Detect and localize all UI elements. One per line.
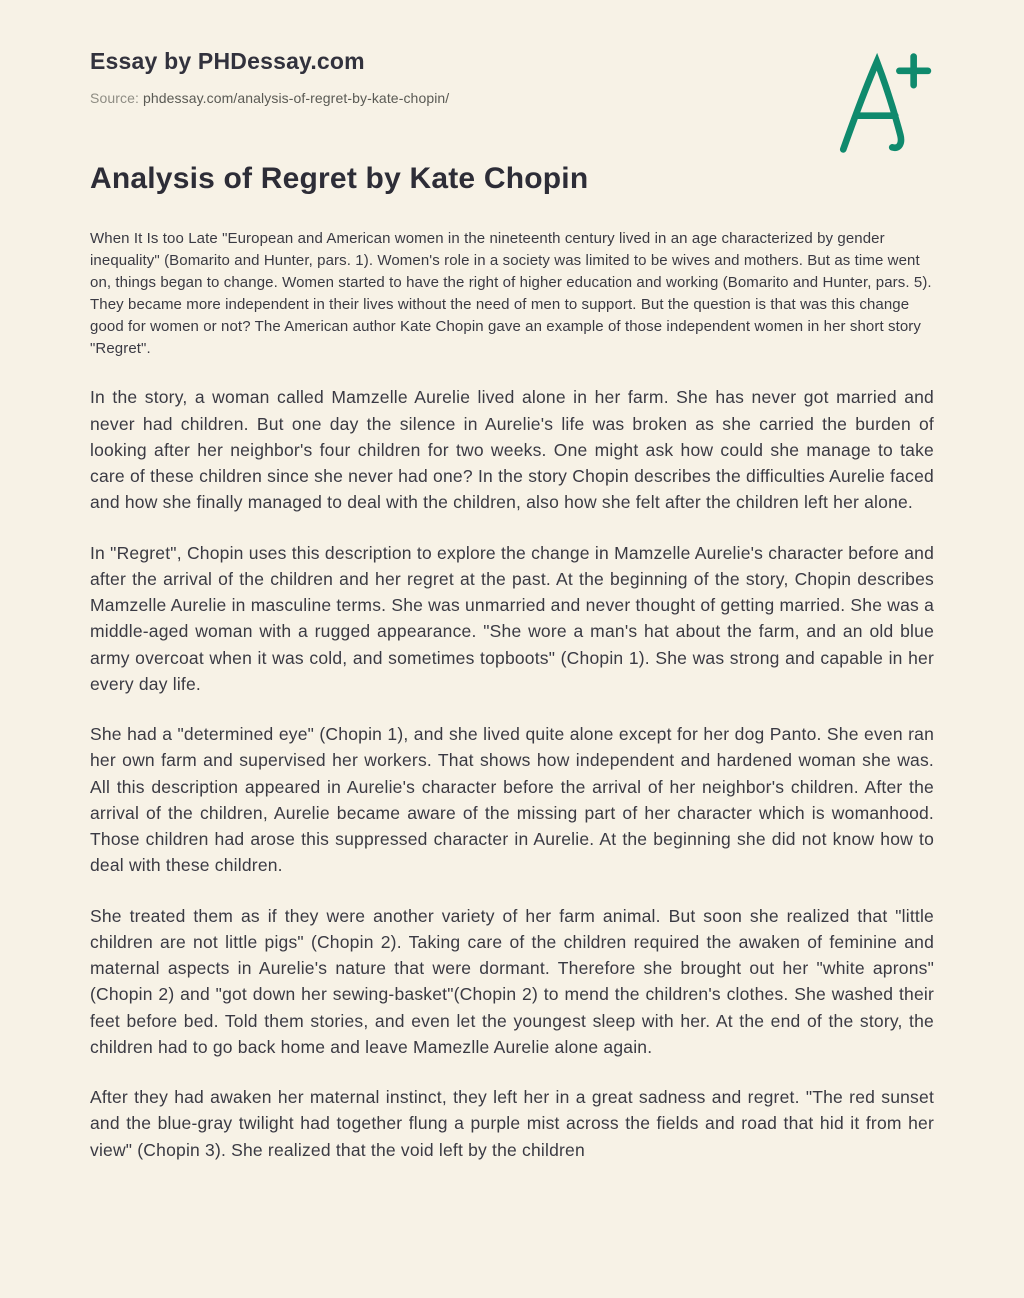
essay-paragraph: After they had awaken her maternal instinct, they left her in a great sadness and regret. "The red sunset and the blue-gray twilight had together flung a purple mist across the fields and road that hid it from her view" (Chopin 3). She realized that the void left by the children	[90, 1087, 934, 1160]
page-title: Analysis of Regret by Kate Chopin	[90, 162, 589, 195]
essay-paragraph: In "Regret", Chopin uses this description to explore the change in Mamzelle Aurelie's character before and after the arrival of the children and her regret at the past. At the beginning of the story, Chopin describes Mamzelle Aurelie in masculine terms. She was unmarried and never thought of getting married. She was a middle-aged woman with a rugged appearance. "She wore a man's hat about the farm, and an old blue army overcoat when it was cold, and sometimes topboots" (Chopin 1). She was strong and capable in her every day life.	[90, 542, 934, 694]
source-label: Source:	[90, 90, 139, 106]
a-plus-logo-icon	[830, 50, 932, 158]
source-url-link[interactable]: phdessay.com/analysis-of-regret-by-kate-chopin/	[142, 90, 450, 106]
source-line	[90, 90, 934, 106]
essay-paragraph: She treated them as if they were another variety of her farm animal. But soon she realized that "little children are not little pigs" (Chopin 2). Taking care of the children required the awaken of feminine and maternal aspects in Aurelie's nature that were dormant. Therefore she brought out her "white aprons" (Chopin 2) and "got down her sewing-basket"(Chopin 2) to mend the children's clothes. She washed their feet before bed. Told them stories, and even let the youngest sleep with her. At the end of the story, the children had to go back home and leave Mamezlle Aurelie alone again.	[90, 905, 934, 1057]
site-title: Essay by PHDessay.com	[90, 48, 365, 74]
a-plus-logo	[830, 50, 932, 158]
essay-intro-paragraph: When It Is too Late "European and American women in the nineteenth century lived in an age characterized by gender inequality" (Bomarito and Hunter, pars. 1). Women's role in a society was limited to be wives and mothers. But as time went on, things began to change. Women started to have the right of higher education and working (Bomarito and Hunter, pars. 5). They became more independent in their lives without the need of men to support. But the question is that was this change good for women or not? The American author Kate Chopin gave an example of those independent women in her short story "Regret".	[90, 230, 932, 358]
essay-paragraph: She had a "determined eye" (Chopin 1), and she lived quite alone except for her dog Panto. She even ran her own farm and supervised her workers. That shows how independent and hardened woman she was. All this description appeared in Aurelie's character before the arrival of her neighbor's children. After the arrival of the children, Aurelie became aware of the missing part of her character which is womanhood. Those children had arose this suppressed character in Aurelie. At the beginning she did not know how to deal with these children.	[90, 724, 934, 876]
essay-paragraph: In the story, a woman called Mamzelle Aurelie lived alone in her farm. She has never got married and never had children. But one day the silence in Aurelie's life was broken as she carried the burden of looking after her neighbor's four children for two weeks. One might ask how could she manage to take care of these children since she never had one? In the story Chopin describes the difficulties Aurelie faced and how she finally managed to deal with the children, also how she felt after the children left her alone.	[90, 387, 934, 513]
